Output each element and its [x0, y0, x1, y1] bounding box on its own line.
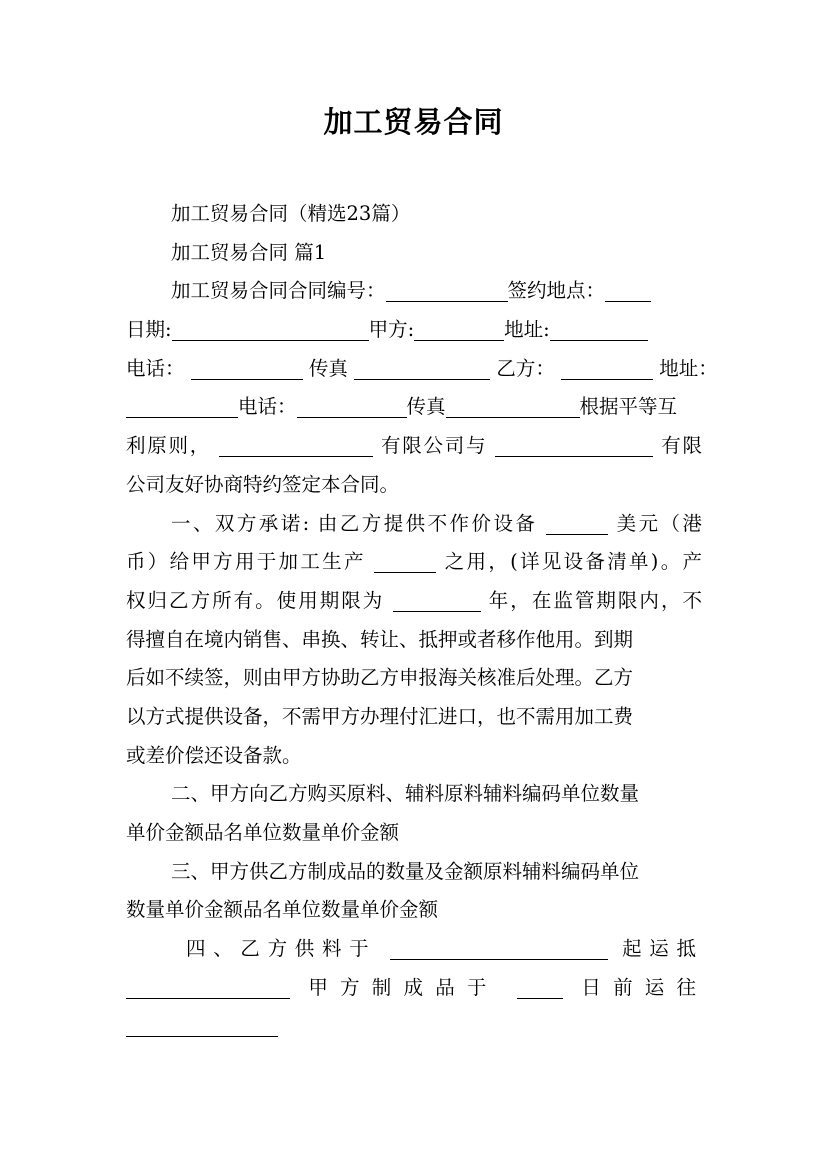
party-b-blank — [561, 355, 653, 380]
clause3-line-1: 三、甲方供乙方制成品的数量及金额原料辅料编码单位 — [171, 859, 640, 883]
fax-2-blank — [446, 393, 580, 418]
header-closing: 公司友好协商特约签定本合同。 — [126, 472, 400, 496]
party-a-label: 甲方: — [368, 318, 415, 342]
clause1-term-blank — [393, 587, 481, 612]
clause4-final-blank — [126, 1012, 278, 1037]
clause4-line-1 — [126, 930, 702, 969]
address-blank — [550, 316, 648, 341]
phone-blank — [191, 355, 303, 380]
header-line-5 — [126, 427, 702, 466]
clause4-text-d: 日前运往 — [581, 975, 702, 999]
clause4-line-3 — [126, 1007, 702, 1046]
company-a-suffix: 有限公司与 — [380, 434, 488, 458]
clause4-date-blank — [517, 974, 563, 999]
clause2-line-2: 单价金额品名单位数量单价金额 — [126, 821, 400, 844]
header-line-1 — [126, 272, 702, 311]
header-line-2 — [126, 311, 702, 350]
clause1-line-4: 得擅自在境内销售、串换、转让、抵押或者移作他用。到期 — [126, 627, 634, 651]
subtitle: 加工贸易合同（精选23篇） — [171, 202, 411, 225]
section-heading: 加工贸易合同 篇1 — [171, 240, 327, 264]
party-b-label: 乙方： — [496, 356, 555, 380]
date-label: 日期: — [126, 318, 172, 342]
party-a-blank — [414, 316, 504, 341]
principle-text: 利原则， — [126, 434, 212, 458]
document-title: 加工贸易合同 — [323, 105, 504, 139]
clause1-line-6: 以方式提供设备，不需甲方办理付汇进口，也不需用加工费 — [126, 704, 634, 728]
phone-label: 电话： — [126, 356, 185, 380]
company-a-blank — [219, 432, 373, 457]
company-b-suffix: 有限 — [661, 434, 702, 458]
clause4-text-b: 起运抵 — [622, 937, 702, 961]
header-line-4 — [126, 388, 702, 427]
fax-label: 传真 — [308, 356, 348, 380]
company-b-blank — [495, 432, 653, 457]
sign-place-blank — [605, 277, 651, 302]
address-label: 地址: — [504, 318, 550, 342]
clause1-text-a: 一、双方承诺: 由乙方提供不作价设备 — [171, 511, 538, 535]
clause4-destination-blank — [126, 974, 290, 999]
clause1-line-1 — [126, 505, 702, 544]
clause4-text-a: 四、乙方供料于 — [186, 937, 377, 961]
clause1-text-c: 币）给甲方用于加工生产 — [126, 550, 366, 574]
clause1-text-d: 之用，(详见设备清单)。产 — [444, 550, 702, 574]
document-body — [126, 195, 718, 1046]
fax-blank — [354, 355, 490, 380]
clause1-line-3 — [126, 582, 702, 621]
sign-place-label: 签约地点： — [507, 279, 606, 303]
date-blank — [172, 316, 369, 341]
contract-no-label: 加工贸易合同合同编号： — [171, 279, 386, 303]
basis-text: 根据平等互 — [579, 395, 678, 419]
clause3-line-2: 数量单价金额品名单位数量单价金额 — [126, 898, 439, 922]
address-label-2: 地址： — [659, 356, 718, 380]
clause2-line-1: 二、甲方向乙方购买原料、辅料原料辅料编码单位数量 — [171, 782, 640, 806]
clause1-text-f: 年，在监管期限内，不 — [488, 588, 702, 612]
clause1-line-2 — [126, 543, 702, 582]
clause1-line-5: 后如不续签，则由甲方协助乙方申报海关核准后处理。乙方 — [126, 666, 634, 690]
fax-label-2: 传真 — [406, 395, 446, 419]
contract-no-blank — [386, 277, 508, 302]
header-line-3 — [126, 350, 718, 389]
phone-label-2: 电话： — [238, 395, 297, 419]
clause1-text-e: 权归乙方所有。使用期限为 — [126, 588, 385, 612]
clause1-product-blank — [374, 548, 436, 573]
clause4-line-2 — [126, 969, 702, 1008]
clause4-text-c: 甲方制成品于 — [308, 975, 499, 999]
clause1-amount-blank — [546, 510, 608, 535]
clause1-text-b: 美元（港 — [616, 511, 702, 535]
clause4-origin-blank — [390, 935, 608, 960]
address-2-blank — [126, 393, 238, 418]
clause1-line-7: 或差价偿还设备款。 — [126, 743, 302, 767]
phone-2-blank — [297, 393, 407, 418]
